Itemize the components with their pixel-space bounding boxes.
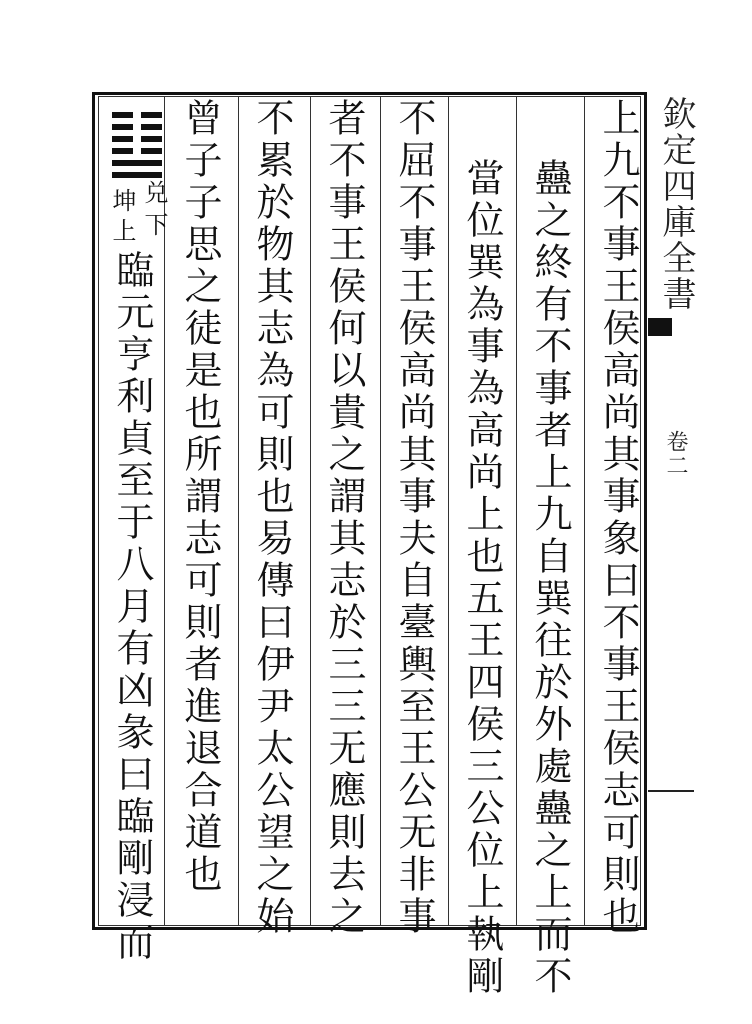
text-column-8: 臨元亨利貞至于八月有凶彖曰臨剛浸而 <box>110 250 154 964</box>
book-title: 欽定四庫全書 <box>656 96 696 312</box>
text-column-2: 蠱之終有不事者上九自巽往於外處蠱之上而不 <box>528 158 572 998</box>
text-column-1: 上九不事王侯高尚其事象曰不事王侯志可則也 <box>596 98 640 938</box>
column-rule <box>310 96 311 926</box>
lower-trigram: 兑 <box>140 180 168 204</box>
hexagram-symbol <box>112 112 162 184</box>
upper-trigram: 坤 <box>108 188 136 212</box>
column-rule <box>516 96 517 926</box>
margin-divider <box>648 790 694 792</box>
yin-line <box>112 124 162 130</box>
column-rule <box>448 96 449 926</box>
yin-line <box>112 148 162 154</box>
yang-line <box>112 172 162 178</box>
yang-line <box>112 160 162 166</box>
upper-label: 上 <box>108 218 136 242</box>
column-rule <box>238 96 239 926</box>
text-column-4: 不屈不事王侯高尚其事夫自臺輿至王公无非事 <box>392 98 436 938</box>
column-rule <box>584 96 585 926</box>
text-column-3: 當位巽為事為高尚上也五王四侯三公位上執剛 <box>460 158 504 998</box>
text-column-6: 不累於物其志為可則也易傳曰伊尹太公望之始 <box>250 98 294 938</box>
yin-line <box>112 112 162 118</box>
fishtail-mark <box>648 318 672 336</box>
lower-label: 下 <box>140 212 168 236</box>
column-rule <box>380 96 381 926</box>
volume-label: 卷二 <box>663 430 688 478</box>
yin-line <box>112 136 162 142</box>
text-column-7: 曾子子思之徒是也所謂志可則者進退合道也 <box>178 98 222 896</box>
text-column-5: 者不事王侯何以貴之謂其志於三三无應則去之 <box>322 98 366 938</box>
